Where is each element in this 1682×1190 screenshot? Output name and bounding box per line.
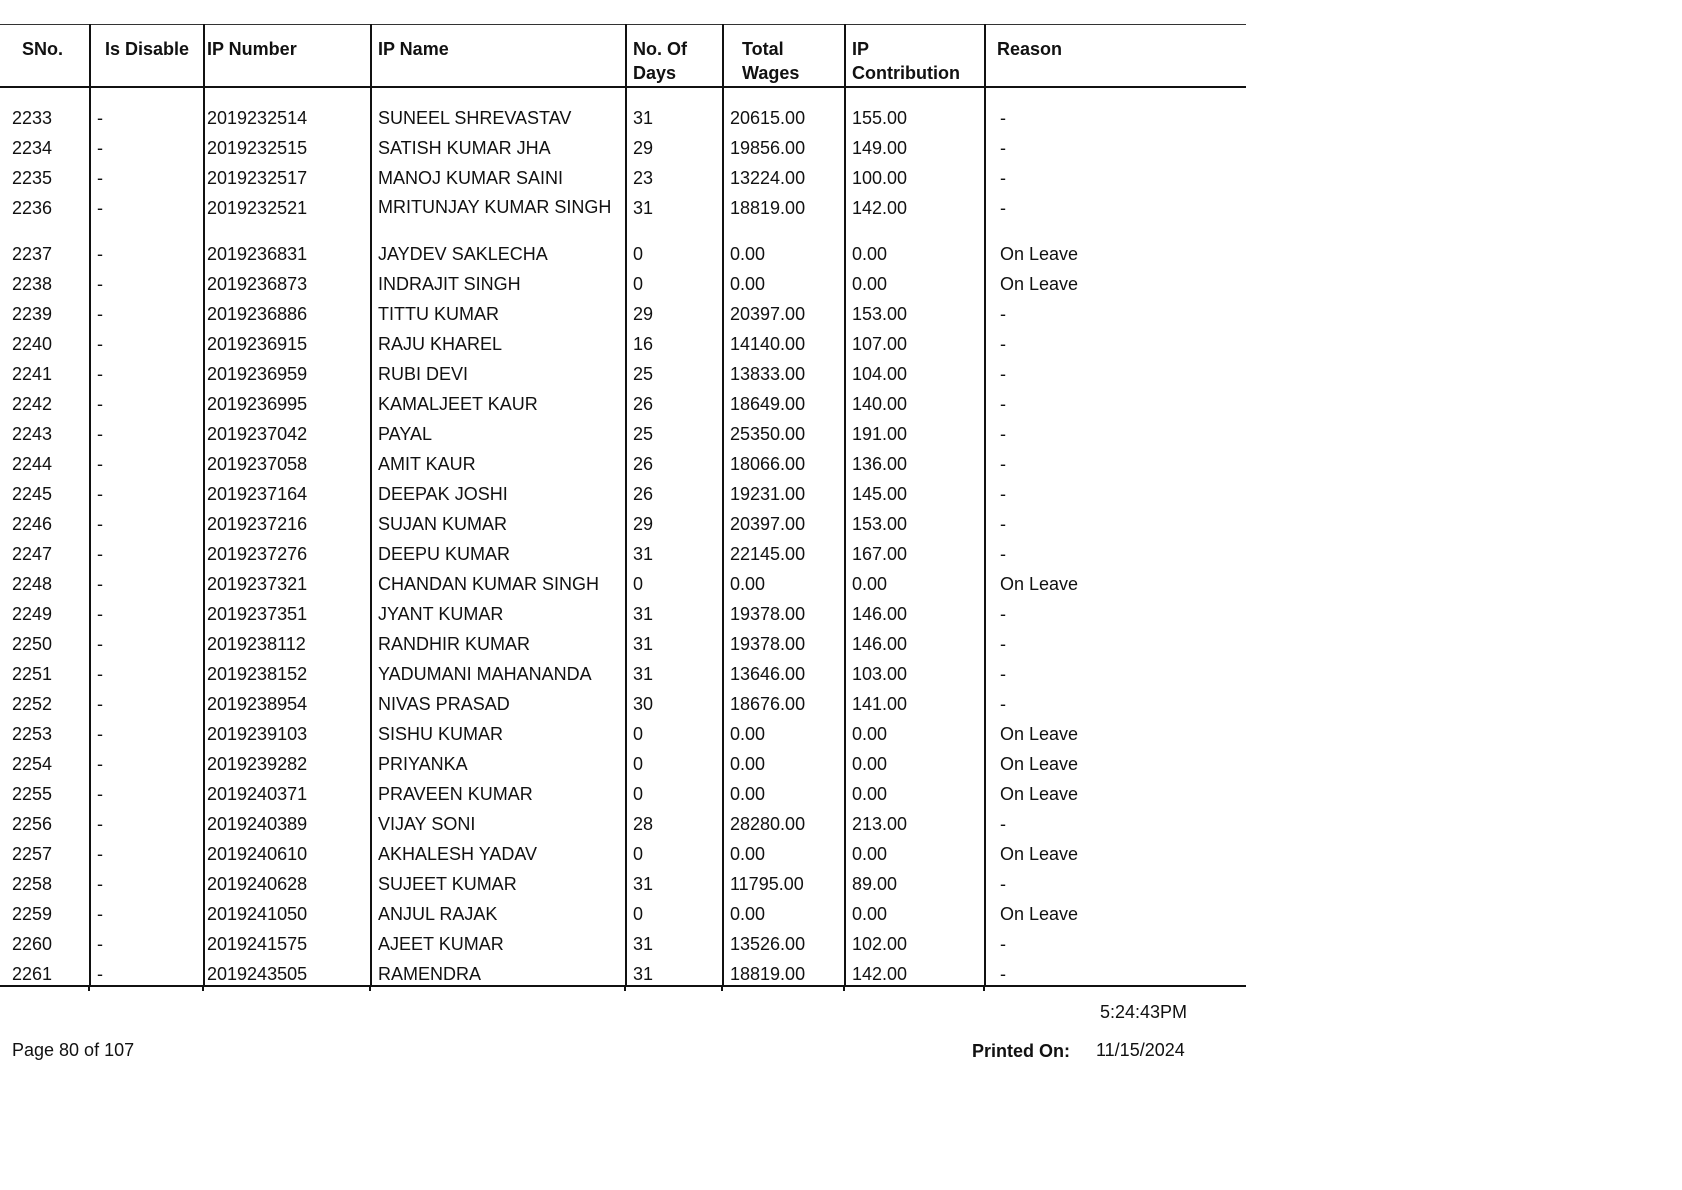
- cell-reason: -: [985, 537, 1246, 567]
- cell-no-of-days: 29: [626, 297, 723, 327]
- header-ip-contribution: IP Contribution: [845, 25, 985, 87]
- printed-on-date: 11/15/2024: [1096, 1040, 1185, 1060]
- cell-is-disable: -: [90, 267, 204, 297]
- table-row: [0, 387, 1246, 417]
- cell-reason: On Leave: [985, 897, 1246, 927]
- table-row: [0, 297, 1246, 327]
- cell-total-wages: 13526.00: [723, 927, 845, 957]
- cell-sno: 2253: [12, 723, 53, 744]
- column-tick: [721, 987, 723, 991]
- table-row: [0, 747, 1246, 777]
- cell-sno: 2251: [12, 663, 53, 684]
- cell-sno: 2255: [12, 783, 53, 804]
- cell-sno: 2256: [12, 813, 53, 834]
- cell-ip-name: MRITUNJAY KUMAR SINGH: [371, 191, 626, 237]
- cell-ip-name: CHANDAN KUMAR SINGH: [371, 567, 626, 597]
- cell-ip-number: 2019237351: [204, 597, 371, 627]
- cell-ip-number: 2019239282: [204, 747, 371, 777]
- cell-ip-name: TITTU KUMAR: [371, 297, 626, 327]
- cell-ip-contribution: 136.00: [845, 447, 985, 477]
- table-row: [0, 537, 1246, 567]
- cell-ip-contribution: 0.00: [845, 837, 985, 867]
- cell-ip-name: DEEPU KUMAR: [371, 537, 626, 567]
- cell-sno: 2250: [12, 633, 53, 654]
- cell-no-of-days: 31: [626, 927, 723, 957]
- table-row: [0, 717, 1246, 747]
- cell-ip-number: 2019236831: [204, 237, 371, 267]
- cell-reason: On Leave: [985, 747, 1246, 777]
- cell-sno: 2259: [12, 903, 53, 924]
- cell-sno: 2249: [12, 603, 53, 624]
- cell-ip-number: 2019240389: [204, 807, 371, 837]
- cell-ip-number: 2019232521: [204, 191, 371, 237]
- cell-reason: -: [985, 191, 1246, 237]
- cell-total-wages: 0.00: [723, 777, 845, 807]
- cell-total-wages: 13224.00: [723, 161, 845, 191]
- cell-ip-name: PRIYANKA: [371, 747, 626, 777]
- cell-reason: -: [985, 867, 1246, 897]
- cell-ip-number: 2019240371: [204, 777, 371, 807]
- table-bottom-rule: [0, 985, 1246, 987]
- cell-ip-number: 2019243505: [204, 957, 371, 987]
- table-row: [0, 807, 1246, 837]
- cell-ip-contribution: 153.00: [845, 297, 985, 327]
- cell-ip-contribution: 102.00: [845, 927, 985, 957]
- cell-total-wages: 14140.00: [723, 327, 845, 357]
- cell-ip-name: VIJAY SONI: [371, 807, 626, 837]
- cell-no-of-days: 25: [626, 417, 723, 447]
- cell-reason: On Leave: [985, 267, 1246, 297]
- cell-ip-name: SUNEEL SHREVASTAV: [371, 101, 626, 131]
- cell-reason: -: [985, 957, 1246, 987]
- cell-ip-number: 2019239103: [204, 717, 371, 747]
- cell-no-of-days: 28: [626, 807, 723, 837]
- cell-is-disable: -: [90, 537, 204, 567]
- cell-reason: On Leave: [985, 237, 1246, 267]
- header-total-wages: Total Wages: [723, 25, 845, 87]
- cell-ip-contribution: 145.00: [845, 477, 985, 507]
- cell-is-disable: -: [90, 627, 204, 657]
- cell-ip-contribution: 0.00: [845, 717, 985, 747]
- cell-ip-contribution: 167.00: [845, 537, 985, 567]
- cell-total-wages: 11795.00: [723, 867, 845, 897]
- cell-no-of-days: 30: [626, 687, 723, 717]
- cell-is-disable: -: [90, 237, 204, 267]
- cell-ip-name: PRAVEEN KUMAR: [371, 777, 626, 807]
- cell-ip-name: JAYDEV SAKLECHA: [371, 237, 626, 267]
- cell-no-of-days: 0: [626, 267, 723, 297]
- table-row: [0, 567, 1246, 597]
- cell-total-wages: 28280.00: [723, 807, 845, 837]
- cell-sno: 2236: [12, 197, 53, 218]
- cell-ip-number: 2019241575: [204, 927, 371, 957]
- cell-ip-contribution: 155.00: [845, 101, 985, 131]
- cell-total-wages: 13833.00: [723, 357, 845, 387]
- cell-sno: 2241: [12, 363, 53, 384]
- table-row: [0, 507, 1246, 537]
- cell-total-wages: 18676.00: [723, 687, 845, 717]
- cell-total-wages: 19231.00: [723, 477, 845, 507]
- cell-ip-contribution: 0.00: [845, 747, 985, 777]
- cell-sno: 2261: [12, 963, 53, 984]
- cell-ip-number: 2019240628: [204, 867, 371, 897]
- cell-reason: On Leave: [985, 717, 1246, 747]
- cell-reason: On Leave: [985, 777, 1246, 807]
- table-row: [0, 657, 1246, 687]
- cell-reason: -: [985, 101, 1246, 131]
- cell-is-disable: -: [90, 191, 204, 237]
- cell-no-of-days: 0: [626, 567, 723, 597]
- contribution-table: [0, 24, 1246, 987]
- cell-ip-name: RANDHIR KUMAR: [371, 627, 626, 657]
- spacer-row: [0, 87, 1246, 101]
- table-body: [0, 87, 1246, 987]
- table-row: [0, 867, 1246, 897]
- cell-ip-contribution: 149.00: [845, 131, 985, 161]
- cell-ip-number: 2019238112: [204, 627, 371, 657]
- cell-is-disable: -: [90, 657, 204, 687]
- cell-total-wages: 19856.00: [723, 131, 845, 161]
- cell-total-wages: 0.00: [723, 267, 845, 297]
- cell-no-of-days: 31: [626, 627, 723, 657]
- cell-no-of-days: 0: [626, 897, 723, 927]
- cell-total-wages: 25350.00: [723, 417, 845, 447]
- cell-ip-name: NIVAS PRASAD: [371, 687, 626, 717]
- cell-total-wages: 20397.00: [723, 297, 845, 327]
- cell-ip-name: SATISH KUMAR JHA: [371, 131, 626, 161]
- table-row: [0, 477, 1246, 507]
- cell-reason: -: [985, 627, 1246, 657]
- cell-ip-contribution: 140.00: [845, 387, 985, 417]
- cell-sno: 2244: [12, 453, 53, 474]
- header-ip-number: IP Number: [204, 25, 371, 87]
- cell-reason: -: [985, 417, 1246, 447]
- cell-sno: 2247: [12, 543, 53, 564]
- cell-no-of-days: 26: [626, 447, 723, 477]
- cell-ip-name: ANJUL RAJAK: [371, 897, 626, 927]
- cell-total-wages: 13646.00: [723, 657, 845, 687]
- cell-total-wages: 0.00: [723, 747, 845, 777]
- cell-ip-contribution: 100.00: [845, 161, 985, 191]
- cell-ip-name: AMIT KAUR: [371, 447, 626, 477]
- cell-ip-name: SUJEET KUMAR: [371, 867, 626, 897]
- cell-is-disable: -: [90, 837, 204, 867]
- cell-no-of-days: 31: [626, 537, 723, 567]
- table-row: [0, 357, 1246, 387]
- cell-ip-name: INDRAJIT SINGH: [371, 267, 626, 297]
- cell-ip-name: RAJU KHAREL: [371, 327, 626, 357]
- cell-ip-number: 2019236873: [204, 267, 371, 297]
- column-tick: [843, 987, 845, 991]
- cell-ip-contribution: 89.00: [845, 867, 985, 897]
- cell-sno: 2257: [12, 843, 53, 864]
- table-row: [0, 267, 1246, 297]
- cell-ip-contribution: 0.00: [845, 237, 985, 267]
- cell-ip-number: 2019241050: [204, 897, 371, 927]
- printed-on-label: Printed On:: [972, 1041, 1070, 1061]
- cell-reason: On Leave: [985, 567, 1246, 597]
- cell-total-wages: 18649.00: [723, 387, 845, 417]
- column-tick: [624, 987, 626, 991]
- cell-ip-name: MANOJ KUMAR SAINI: [371, 161, 626, 191]
- table-row: [0, 237, 1246, 267]
- cell-ip-number: 2019232517: [204, 161, 371, 191]
- cell-no-of-days: 31: [626, 191, 723, 237]
- cell-no-of-days: 0: [626, 837, 723, 867]
- cell-ip-number: 2019232514: [204, 101, 371, 131]
- cell-sno: 2246: [12, 513, 53, 534]
- table-row: [0, 191, 1246, 237]
- cell-reason: -: [985, 357, 1246, 387]
- cell-reason: -: [985, 507, 1246, 537]
- cell-no-of-days: 31: [626, 657, 723, 687]
- cell-total-wages: 0.00: [723, 717, 845, 747]
- cell-ip-name: AJEET KUMAR: [371, 927, 626, 957]
- table-row: [0, 897, 1246, 927]
- cell-ip-number: 2019236915: [204, 327, 371, 357]
- cell-ip-name: RAMENDRA: [371, 957, 626, 987]
- cell-reason: -: [985, 657, 1246, 687]
- table-row: [0, 777, 1246, 807]
- cell-ip-number: 2019237164: [204, 477, 371, 507]
- cell-sno: 2235: [12, 167, 53, 188]
- cell-no-of-days: 23: [626, 161, 723, 191]
- cell-ip-number: 2019237276: [204, 537, 371, 567]
- cell-is-disable: -: [90, 357, 204, 387]
- cell-ip-contribution: 0.00: [845, 267, 985, 297]
- cell-total-wages: 0.00: [723, 237, 845, 267]
- cell-sno: 2254: [12, 753, 53, 774]
- header-row: [0, 25, 1246, 87]
- cell-ip-contribution: 191.00: [845, 417, 985, 447]
- cell-is-disable: -: [90, 927, 204, 957]
- column-tick: [88, 987, 90, 991]
- cell-total-wages: 18066.00: [723, 447, 845, 477]
- cell-no-of-days: 31: [626, 597, 723, 627]
- cell-reason: -: [985, 387, 1246, 417]
- cell-is-disable: -: [90, 297, 204, 327]
- cell-total-wages: 0.00: [723, 837, 845, 867]
- cell-is-disable: -: [90, 161, 204, 191]
- cell-ip-name: PAYAL: [371, 417, 626, 447]
- cell-sno: 2243: [12, 423, 53, 444]
- cell-is-disable: -: [90, 507, 204, 537]
- cell-is-disable: -: [90, 327, 204, 357]
- table-row: [0, 131, 1246, 161]
- cell-no-of-days: 26: [626, 387, 723, 417]
- cell-sno: 2248: [12, 573, 53, 594]
- cell-reason: -: [985, 927, 1246, 957]
- cell-no-of-days: 0: [626, 747, 723, 777]
- cell-ip-contribution: 213.00: [845, 807, 985, 837]
- table-row: [0, 161, 1246, 191]
- cell-ip-name: JYANT KUMAR: [371, 597, 626, 627]
- cell-no-of-days: 31: [626, 101, 723, 131]
- cell-total-wages: 19378.00: [723, 627, 845, 657]
- cell-no-of-days: 29: [626, 131, 723, 161]
- cell-total-wages: 22145.00: [723, 537, 845, 567]
- cell-ip-contribution: 142.00: [845, 191, 985, 237]
- cell-no-of-days: 0: [626, 777, 723, 807]
- cell-ip-number: 2019238152: [204, 657, 371, 687]
- header-sno: SNo.: [0, 25, 90, 87]
- cell-ip-number: 2019240610: [204, 837, 371, 867]
- cell-is-disable: -: [90, 387, 204, 417]
- cell-is-disable: -: [90, 717, 204, 747]
- cell-sno: 2239: [12, 303, 53, 324]
- cell-is-disable: -: [90, 417, 204, 447]
- cell-sno: 2237: [12, 243, 53, 264]
- page-number: Page 80 of 107: [12, 1040, 135, 1060]
- cell-reason: -: [985, 161, 1246, 191]
- table-header: [0, 25, 1246, 87]
- column-tick: [202, 987, 204, 991]
- table-row: [0, 597, 1246, 627]
- cell-ip-contribution: 141.00: [845, 687, 985, 717]
- table-row: [0, 627, 1246, 657]
- cell-reason: -: [985, 807, 1246, 837]
- cell-no-of-days: 26: [626, 477, 723, 507]
- cell-sno: 2242: [12, 393, 53, 414]
- cell-ip-number: 2019232515: [204, 131, 371, 161]
- cell-reason: -: [985, 687, 1246, 717]
- cell-ip-number: 2019237321: [204, 567, 371, 597]
- cell-sno: 2252: [12, 693, 53, 714]
- cell-is-disable: -: [90, 957, 204, 987]
- cell-is-disable: -: [90, 131, 204, 161]
- cell-no-of-days: 0: [626, 237, 723, 267]
- cell-is-disable: -: [90, 747, 204, 777]
- cell-is-disable: -: [90, 567, 204, 597]
- cell-ip-name: SISHU KUMAR: [371, 717, 626, 747]
- cell-ip-number: 2019238954: [204, 687, 371, 717]
- cell-ip-name: AKHALESH YADAV: [371, 837, 626, 867]
- table-row: [0, 417, 1246, 447]
- cell-ip-number: 2019237058: [204, 447, 371, 477]
- table-row: [0, 687, 1246, 717]
- cell-no-of-days: 31: [626, 867, 723, 897]
- cell-reason: -: [985, 447, 1246, 477]
- header-ip-name: IP Name: [371, 25, 626, 87]
- cell-total-wages: 18819.00: [723, 957, 845, 987]
- cell-ip-contribution: 146.00: [845, 597, 985, 627]
- table-row: [0, 447, 1246, 477]
- cell-reason: -: [985, 297, 1246, 327]
- cell-ip-name: DEEPAK JOSHI: [371, 477, 626, 507]
- cell-total-wages: 18819.00: [723, 191, 845, 237]
- cell-ip-name: SUJAN KUMAR: [371, 507, 626, 537]
- cell-ip-contribution: 142.00: [845, 957, 985, 987]
- cell-reason: On Leave: [985, 837, 1246, 867]
- cell-ip-contribution: 107.00: [845, 327, 985, 357]
- cell-sno: 2245: [12, 483, 53, 504]
- cell-total-wages: 20615.00: [723, 101, 845, 131]
- table-row: [0, 837, 1246, 867]
- cell-is-disable: -: [90, 687, 204, 717]
- table-row: [0, 957, 1246, 987]
- cell-is-disable: -: [90, 777, 204, 807]
- cell-total-wages: 0.00: [723, 567, 845, 597]
- column-tick: [983, 987, 985, 991]
- cell-ip-name: KAMALJEET KAUR: [371, 387, 626, 417]
- cell-no-of-days: 16: [626, 327, 723, 357]
- cell-ip-contribution: 153.00: [845, 507, 985, 537]
- cell-reason: -: [985, 597, 1246, 627]
- cell-is-disable: -: [90, 101, 204, 131]
- header-reason: Reason: [985, 25, 1246, 87]
- cell-ip-contribution: 0.00: [845, 567, 985, 597]
- cell-ip-contribution: 103.00: [845, 657, 985, 687]
- cell-no-of-days: 29: [626, 507, 723, 537]
- printed-time: 5:24:43PM: [1100, 1002, 1188, 1022]
- cell-total-wages: 19378.00: [723, 597, 845, 627]
- cell-sno: 2233: [12, 107, 53, 128]
- cell-total-wages: 20397.00: [723, 507, 845, 537]
- cell-is-disable: -: [90, 597, 204, 627]
- cell-reason: -: [985, 131, 1246, 161]
- table-row: [0, 927, 1246, 957]
- cell-sno: 2238: [12, 273, 53, 294]
- cell-ip-number: 2019236959: [204, 357, 371, 387]
- cell-ip-number: 2019237216: [204, 507, 371, 537]
- cell-reason: -: [985, 477, 1246, 507]
- cell-ip-contribution: 0.00: [845, 897, 985, 927]
- header-no-of-days: No. Of Days: [626, 25, 723, 87]
- cell-ip-contribution: 146.00: [845, 627, 985, 657]
- cell-ip-contribution: 104.00: [845, 357, 985, 387]
- cell-ip-contribution: 0.00: [845, 777, 985, 807]
- cell-sno: 2258: [12, 873, 53, 894]
- cell-is-disable: -: [90, 447, 204, 477]
- cell-ip-name: RUBI DEVI: [371, 357, 626, 387]
- cell-sno: 2260: [12, 933, 53, 954]
- cell-no-of-days: 25: [626, 357, 723, 387]
- cell-reason: -: [985, 327, 1246, 357]
- cell-total-wages: 0.00: [723, 897, 845, 927]
- cell-is-disable: -: [90, 807, 204, 837]
- cell-is-disable: -: [90, 897, 204, 927]
- cell-ip-number: 2019236886: [204, 297, 371, 327]
- cell-is-disable: -: [90, 867, 204, 897]
- cell-sno: 2240: [12, 333, 53, 354]
- cell-ip-number: 2019236995: [204, 387, 371, 417]
- column-tick: [369, 987, 371, 991]
- cell-no-of-days: 31: [626, 957, 723, 987]
- cell-no-of-days: 0: [626, 717, 723, 747]
- cell-ip-number: 2019237042: [204, 417, 371, 447]
- cell-is-disable: -: [90, 477, 204, 507]
- header-is-disable: Is Disable: [90, 25, 204, 87]
- table-row: [0, 101, 1246, 131]
- table-row: [0, 327, 1246, 357]
- cell-ip-name: YADUMANI MAHANANDA: [371, 657, 626, 687]
- cell-sno: 2234: [12, 137, 53, 158]
